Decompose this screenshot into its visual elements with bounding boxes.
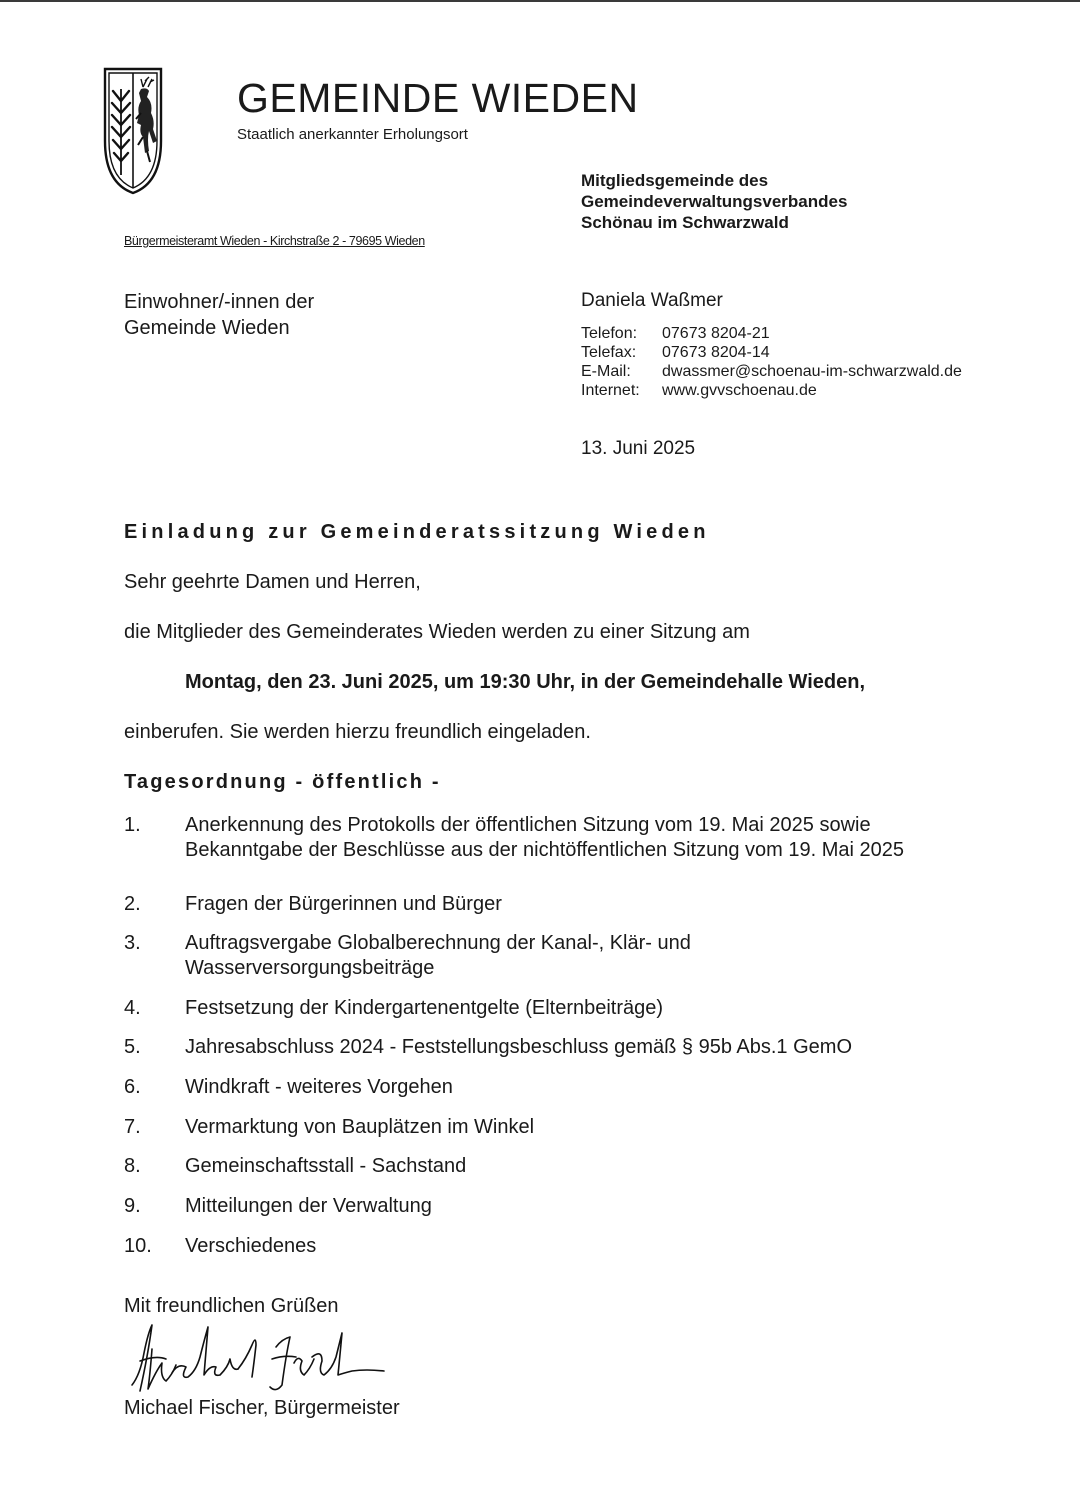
- agenda-item: [124, 931, 1024, 996]
- agenda-item-text: Anerkennung des Protokolls der öffentlichen Sitzung vom 19. Mai 2025 sowie Bekanntgabe der Beschlüsse aus der nichtöffentlichen Sitzung vom 19. Mai 2025: [185, 814, 904, 861]
- contact-details: [581, 324, 962, 400]
- recipient-line: Gemeinde Wieden: [124, 317, 290, 339]
- agenda-item: [124, 1154, 1024, 1194]
- contact-label: Telefon:: [581, 325, 638, 342]
- recipient-address: [124, 289, 314, 341]
- agenda-item-number: 3.: [124, 932, 141, 954]
- return-address: Bürgermeisteramt Wieden - Kirchstraße 2 - 79695 Wieden: [124, 234, 425, 248]
- agenda-item-number: 8.: [124, 1155, 141, 1177]
- agenda-item: [124, 1194, 1024, 1234]
- website-address: www.gvvschoenau.de: [662, 382, 817, 399]
- coat-of-arms-icon: [103, 67, 163, 195]
- agenda-item-text: Mitteilungen der Verwaltung: [185, 1195, 432, 1217]
- agenda-item: [124, 1075, 1024, 1115]
- agenda-item: [124, 1234, 1024, 1264]
- contact-row-internet: [581, 381, 962, 400]
- agenda-list: [124, 813, 1024, 1264]
- agenda-item-text: Gemeinschaftsstall - Sachstand: [185, 1155, 467, 1177]
- contact-row-phone: [581, 324, 962, 343]
- agenda-item-text: Verschiedenes: [185, 1235, 317, 1257]
- page-top-border: [0, 0, 1080, 2]
- meeting-details: Montag, den 23. Juni 2025, um 19:30 Uhr, in der Gemeindehalle Wieden,: [185, 671, 866, 693]
- municipality-subtitle: Staatlich anerkannter Erholungsort: [237, 126, 468, 143]
- agenda-item-text: Auftragsvergabe Globalberechnung der Kanal-, Klär- und Wasserversorgungsbeiträge: [185, 932, 691, 979]
- association-membership: [581, 170, 847, 233]
- agenda-item: [124, 813, 1024, 892]
- agenda-item: [124, 996, 1024, 1035]
- letter-date: 13. Juni 2025: [581, 438, 696, 459]
- membership-line: Schönau im Schwarzwald: [581, 213, 789, 232]
- salutation: Sehr geehrte Damen und Herren,: [124, 571, 421, 593]
- recipient-line: Einwohner/-innen der: [124, 291, 315, 313]
- contact-row-email: [581, 362, 962, 381]
- agenda-item: [124, 1035, 1024, 1075]
- handwritten-signature-icon: [126, 1315, 388, 1397]
- contact-label: E-Mail:: [581, 363, 631, 380]
- agenda-item-number: 4.: [124, 997, 141, 1019]
- contact-label: Telefax:: [581, 344, 637, 361]
- agenda-item-number: 5.: [124, 1036, 141, 1058]
- municipality-title: GEMEINDE WIEDEN: [237, 75, 639, 121]
- contact-label: Internet:: [581, 382, 640, 399]
- email-address: dwassmer@schoenau-im-schwarzwald.de: [662, 363, 962, 380]
- signer-name: Michael Fischer, Bürgermeister: [124, 1397, 400, 1419]
- intro-text: die Mitglieder des Gemeinderates Wieden werden zu einer Sitzung am: [124, 621, 750, 643]
- agenda-item-text: Jahresabschluss 2024 - Feststellungsbeschluss gemäß § 95b Abs.1 GemO: [185, 1036, 853, 1058]
- agenda-item-number: 9.: [124, 1195, 141, 1217]
- agenda-item-number: 6.: [124, 1076, 141, 1098]
- sender-name: Daniela Waßmer: [581, 290, 723, 311]
- membership-line: Gemeindeverwaltungsverbandes: [581, 192, 848, 211]
- agenda-item-text: Fragen der Bürgerinnen und Bürger: [185, 893, 502, 915]
- invitation-text: einberufen. Sie werden hierzu freundlich eingeladen.: [124, 721, 591, 743]
- agenda-item-text: Vermarktung von Bauplätzen im Winkel: [185, 1116, 535, 1138]
- agenda-item-number: 1.: [124, 814, 141, 836]
- agenda-item: [124, 1115, 1024, 1154]
- agenda-item: [124, 892, 1024, 931]
- closing-greeting: Mit freundlichen Grüßen: [124, 1295, 339, 1317]
- fax-number: 07673 8204-14: [662, 344, 770, 361]
- phone-number: 07673 8204-21: [662, 325, 770, 342]
- agenda-item-number: 10.: [124, 1235, 152, 1257]
- contact-row-fax: [581, 343, 962, 362]
- agenda-item-text: Windkraft - weiteres Vorgehen: [185, 1076, 453, 1098]
- agenda-item-number: 7.: [124, 1116, 141, 1138]
- agenda-item-text: Festsetzung der Kindergartenentgelte (Elternbeiträge): [185, 997, 664, 1019]
- letter-subject: Einladung zur Gemeinderatssitzung Wieden: [124, 521, 710, 543]
- membership-line: Mitgliedsgemeinde des: [581, 171, 769, 190]
- agenda-item-number: 2.: [124, 893, 141, 915]
- agenda-heading: Tagesordnung - öffentlich -: [124, 771, 441, 793]
